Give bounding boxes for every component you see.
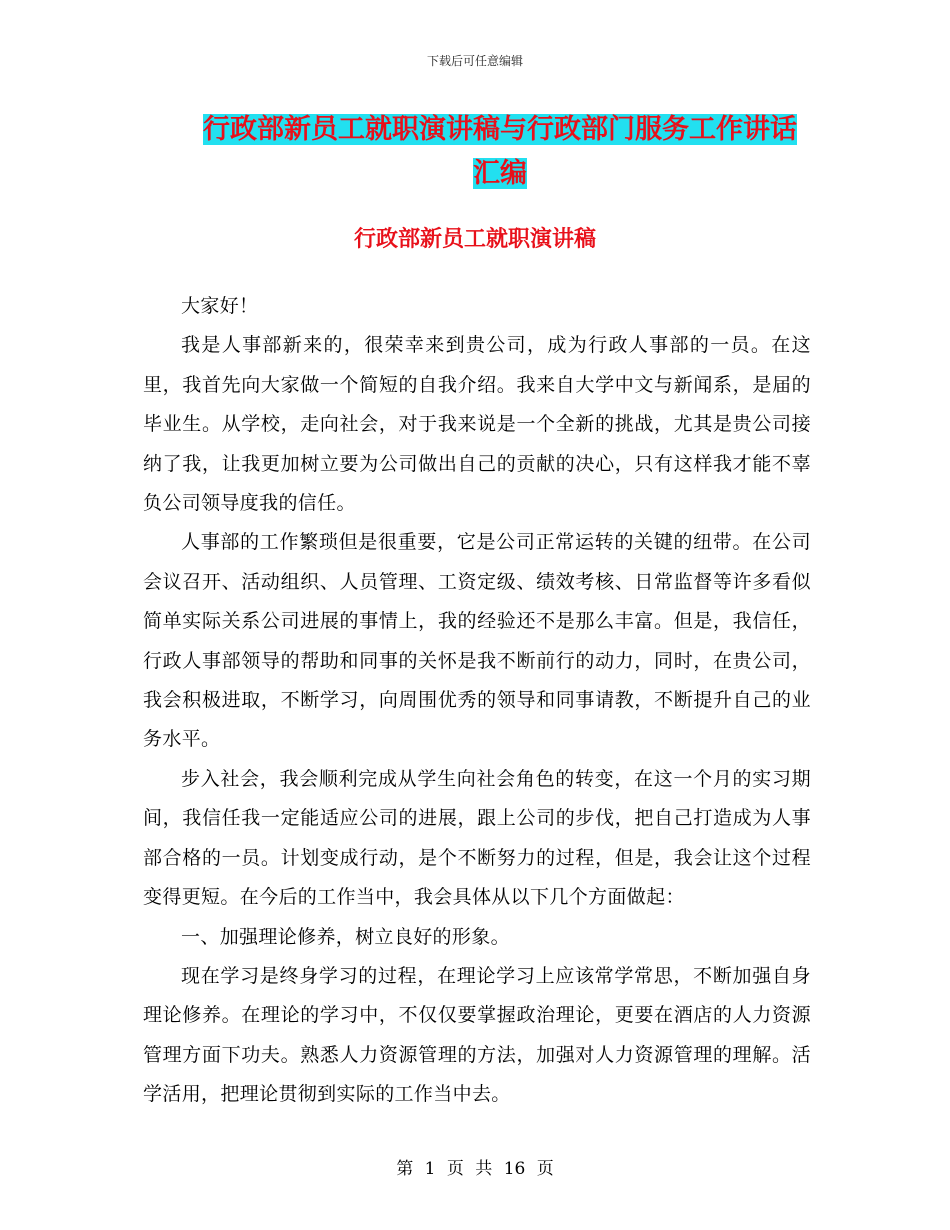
document-body — [143, 287, 811, 1115]
paragraph-department-work: 人事部的工作繁琐但是很重要，它是公司正常运转的关键的纽带。在公司会议召开、活动组织、人员管理、工资定级、绩效考核、日常监督等许多看似简单实际关系公司进展的事情上，我的经验还不是那么丰富。但是，我信任，行政人事部领导的帮助和同事的关怀是我不断前行的动力，同时，在贵公司，我会积极进取，不断学习，向周围优秀的领导和同事请教，不断提升自己的业务水平。 — [143, 531, 811, 751]
paragraph-plan: 步入社会，我会顺利完成从学生向社会角色的转变，在这一个月的实习期间，我信任我一定能适应公司的进展，跟上公司的步伐，把自己打造成为人事部合格的一员。计划变成行动，是个不断努力的过程，但是，我会让这个过程变得更短。在今后的工作当中，我会具体从以下几个方面做起： — [143, 767, 811, 909]
document-title — [190, 108, 810, 196]
paragraph-point-one: 一、加强理论修养，树立良好的形象。 — [181, 925, 510, 948]
paragraph-theory-study: 现在学习是终身学习的过程，在理论学习上应该常学常思，不断加强自身理论修养。在理论的学习中，不仅仅要掌握政治理论，更要在酒店的人力资源管理方面下功夫。熟悉人力资源管理的方法，加强对人力资源管理的理解。活学活用，把理论贯彻到实际的工作当中去。 — [143, 964, 811, 1106]
page-number: 第 1 页 共 16 页 — [396, 1159, 554, 1179]
page-header-note: 下载后可任意编辑 — [426, 54, 523, 68]
paragraph-greeting: 大家好！ — [181, 295, 259, 317]
section-title: 行政部新员工就职演讲稿 — [353, 227, 596, 252]
document-title-text: 行政部新员工就职演讲稿与行政部门服务工作讲话汇编 — [203, 114, 797, 189]
paragraph-introduction: 我是人事部新来的，很荣幸来到贵公司，成为行政人事部的一员。在这里，我首先向大家做一个简短的自我介绍。我来自大学中文与新闻系，是届的毕业生。从学校，走向社会，对于我来说是一个全新的挑战，尤其是贵公司接纳了我，让我更加树立要为公司做出自己的贡献的决心，只有这样我才能不辜负公司领导度我的信任。 — [143, 334, 811, 515]
